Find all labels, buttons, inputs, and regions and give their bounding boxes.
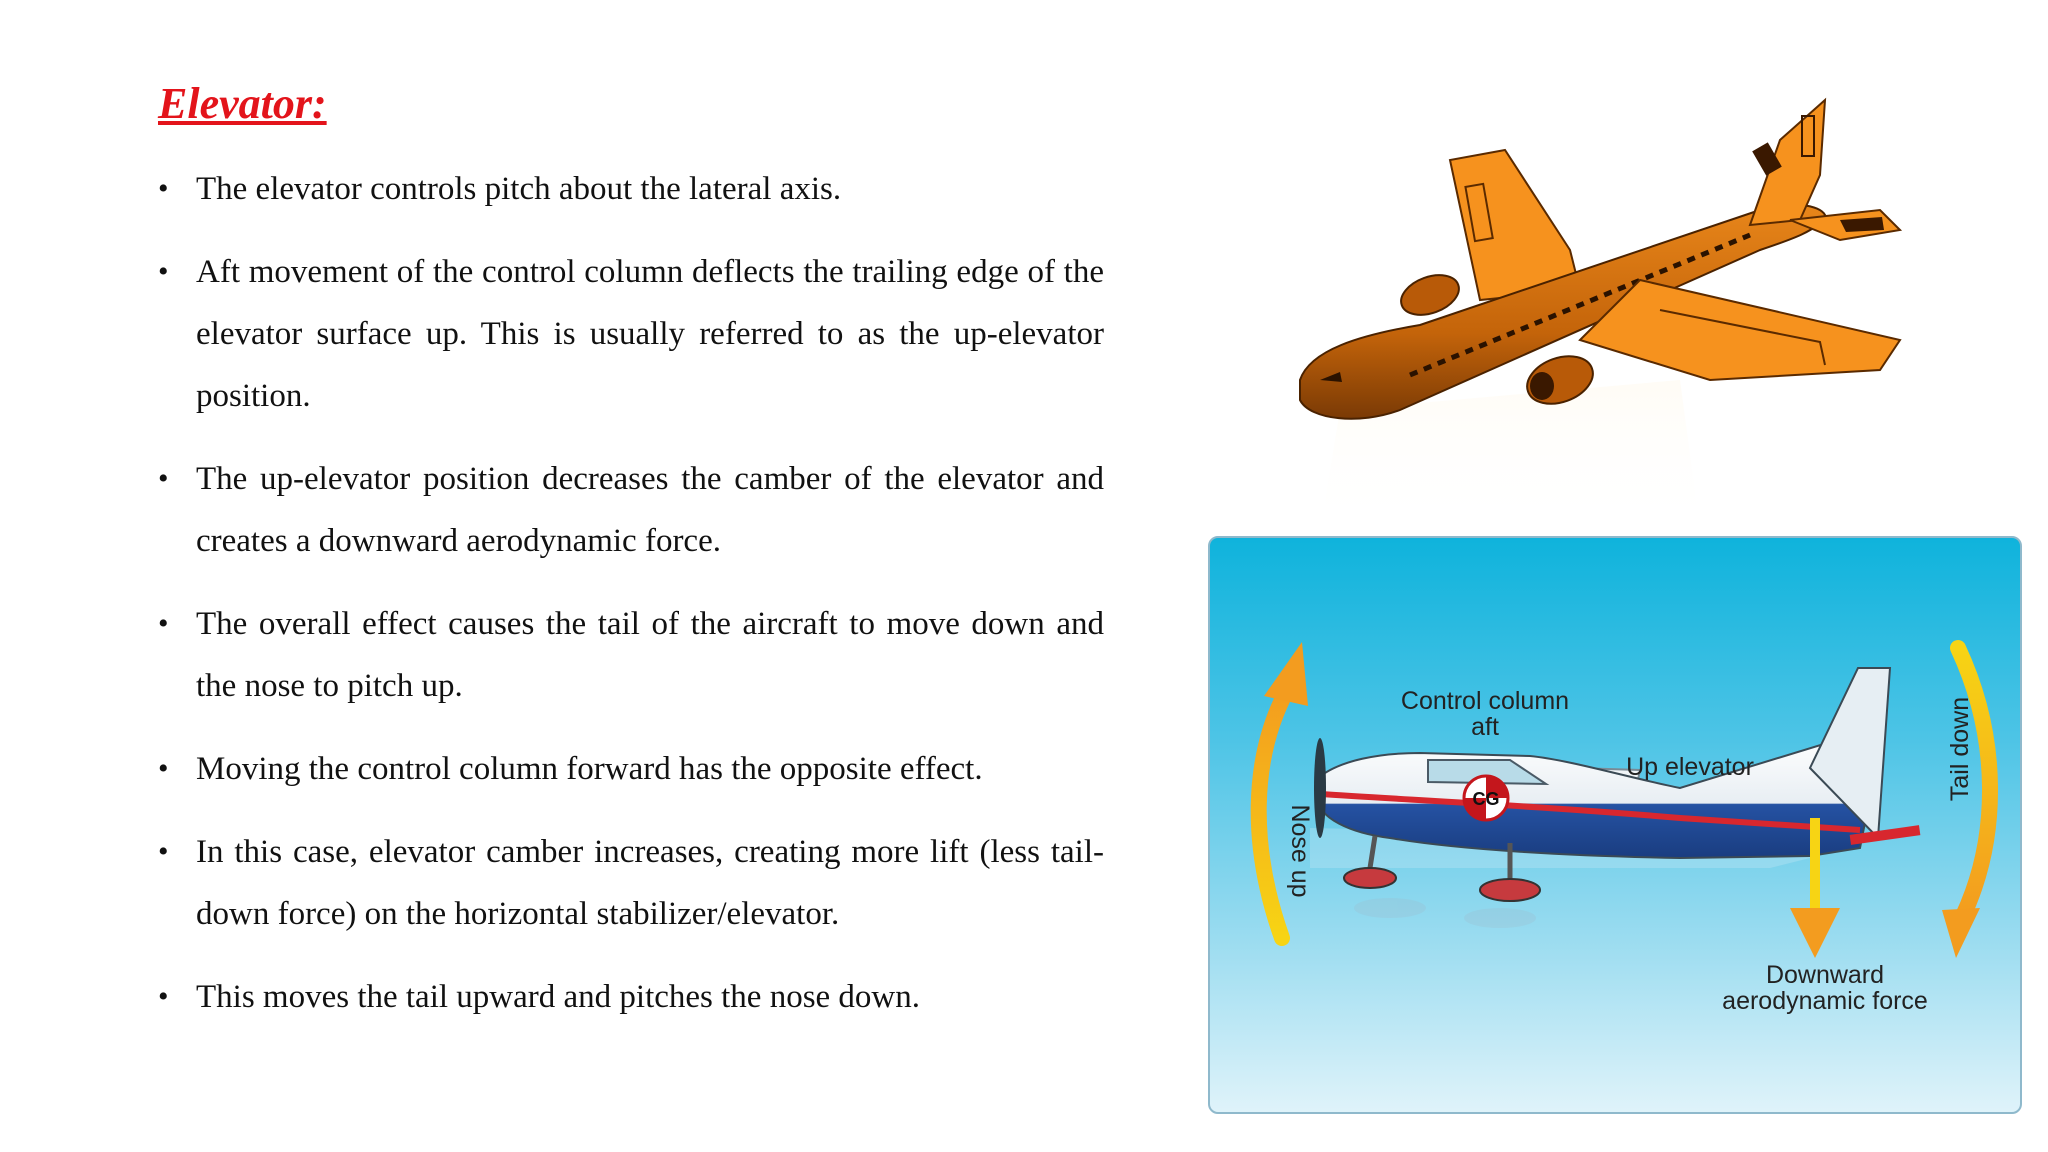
nose-up-arrow: [1259, 688, 1288, 938]
bullet-item: • This moves the tail upward and pitches the nose down.: [158, 966, 1104, 1028]
up-elevator-label: Up elevator: [1626, 753, 1754, 781]
tail-down-label: Tail down: [1946, 696, 1974, 802]
cg-label: CG: [1472, 789, 1500, 809]
pitch-diagram-artwork: [1210, 538, 2020, 1112]
downward-force-arrowhead: [1790, 908, 1840, 958]
control-column-label: Control column aft: [1400, 687, 1570, 741]
nose-up-label: Nose up: [1286, 804, 1314, 898]
bullet-item: • The elevator controls pitch about the lateral axis.: [158, 158, 1104, 220]
elevator-pitch-diagram: [1208, 536, 2022, 1114]
jet-airplane-illustration: [1280, 80, 1920, 530]
bullet-item: • The up-elevator position decreases the camber of the elevator and creates a downward aerodynamic force.: [158, 448, 1104, 572]
bullet-item: • Moving the control column forward has the opposite effect.: [158, 738, 1104, 800]
downward-force-label: Downward aerodynamic force: [1722, 961, 1928, 1015]
slide-title: Elevator:: [158, 79, 327, 128]
bullet-item: • In this case, elevator camber increases, creating more lift (less tail-down force) on the horizontal stabilizer/elevator.: [158, 821, 1104, 945]
bullet-item: • Aft movement of the control column deflects the trailing edge of the elevator surface up. This is usually referred to as the up-elevator position.: [158, 241, 1104, 427]
nose-up-arrowhead: [1264, 642, 1308, 706]
tail-down-arrowhead: [1942, 908, 1980, 958]
bullet-item: • The overall effect causes the tail of the aircraft to move down and the nose to pitch up.: [158, 593, 1104, 717]
downward-force-shaft: [1810, 818, 1820, 918]
bullet-list: [158, 158, 1104, 1049]
